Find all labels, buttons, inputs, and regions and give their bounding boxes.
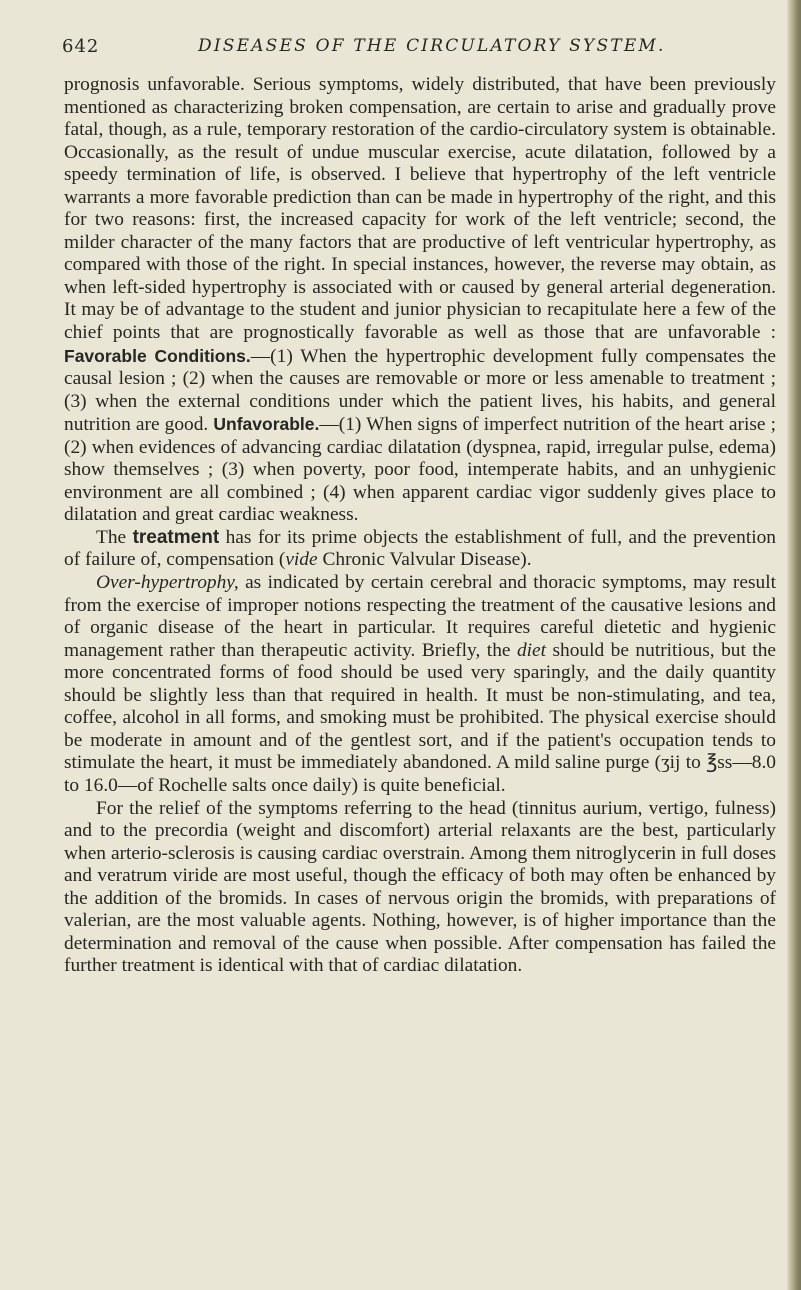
- page-number: 642: [62, 36, 100, 57]
- paragraph-prognosis: [64, 74, 776, 527]
- text-run: The: [96, 526, 133, 548]
- text-run: has for its prime objects the establishment of full, and the prevention of failure of, compensation (: [64, 526, 776, 571]
- paragraph-treatment: [64, 527, 776, 572]
- diet-italic: diet: [516, 639, 547, 661]
- text-run: Chronic Valvular Disease).: [317, 549, 532, 571]
- text-run: —(1) When the hypertrophic development fully compensates the causal lesion ; (2) when the causes are removable or more or less amenable to treatment ; (3) when the external conditions under which the patient lives, his habits, and general nutrition are good.: [64, 345, 776, 436]
- treatment-heading: treatment: [132, 526, 220, 548]
- vide-italic: vide: [285, 549, 318, 571]
- unfavorable-heading: Unfavorable.: [213, 414, 320, 435]
- page-edge-shadow: [787, 0, 801, 1290]
- favorable-conditions-heading: Favorable Conditions.: [64, 345, 251, 366]
- text-run: as indicated by certain cerebral and thoracic symptoms, may result from the exercise of improper notions respecting the treatment of the causative lesions and of organic disease of the heart in particular. It requires careful dietetic and hygienic management rather than therapeutic activity. Briefly, the: [64, 572, 776, 661]
- paragraph-relief: [64, 798, 776, 978]
- over-hypertrophy-heading: Over-hypertrophy,: [96, 572, 239, 594]
- text-run: For the relief of the symptoms referring to the head (tinnitus aurium, vertigo, fulness) and to the precordia (weight and discomfort) arterial relaxants are the best, particularly when arterio-sclerosis is causing cardiac overstrain. Among them nitroglycerin in full doses and veratrum viride are most useful, though the efficacy of both may often be enhanced by the addition of the bromids. In cases of nervous origin the bromids, with preparations of valerian, are the most valuable agents. Nothing, however, is of higher importance than the determination and removal of the cause when possible. After compensation has failed the further treatment is identical with that of cardiac dilatation.: [64, 797, 776, 977]
- page-header: [62, 36, 762, 60]
- text-run: —(1) When signs of imperfect nutrition of the heart arise ; (2) when evidences of advancing cardiac dilatation (dyspnea, rapid, irregular pulse, edema) show themselves ; (3) when poverty, poor food, intemperate habits, and an unhygienic environment are all combined ; (4) when apparent cardiac vigor suddenly gives place to dilatation and great cardiac weakness.: [64, 414, 776, 526]
- paragraph-over-hypertrophy: [64, 572, 776, 797]
- text-run: prognosis unfavorable. Serious symptoms, widely distributed, that have been previously mentioned as characterizing broken compensation, are certain to arise and gradually prove fatal, though, as a rule, temporary restoration of the cardio-circulatory system is obtainable. Occasionally, as the result of undue muscular exercise, acute dilatation, followed by a speedy termination of life, is observed. I believe that hypertrophy of the left ventricle warrants a more favorable prediction than can be made in hypertrophy of the right, and this for two reasons: first, the increased capacity for work of the left ventricle; second, the milder character of the many factors that are productive of left ventricular hypertrophy, as compared with those of the right. In special instances, however, the reverse may obtain, as when left-sided hypertrophy is associated with or caused by general arterial degeneration. It may be of advantage to the student and junior physician to recapitulate here a few of the chief points that are prognostically favorable as well as those that are unfavorable :: [64, 74, 776, 344]
- text-run: should be nutritious, but the more concentrated forms of food should be used very sparingly, and the daily quantity should be slightly less than that required in health. It must be non-stimulating, and tea, coffee, alcohol in all forms, and smoking must be prohibited. The physical exercise should be moderate in amount and of the gentlest sort, and if the patient's occupation tends to stimulate the heart, it must be immediately abandoned. A mild saline purge (ʒij to ℥ss—8.0 to 16.0—of Rochelle salts once daily) is quite beneficial.: [64, 639, 776, 796]
- running-head: DISEASES OF THE CIRCULATORY SYSTEM.: [198, 36, 666, 56]
- page-body: [64, 74, 776, 978]
